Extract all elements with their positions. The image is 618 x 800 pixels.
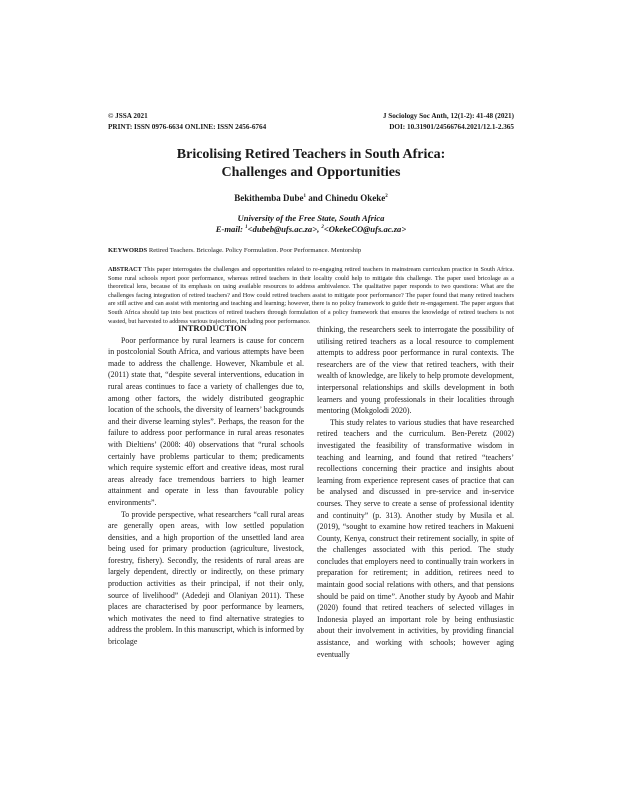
author-1-marker: 1	[303, 194, 306, 199]
affiliation-institution: University of the Free State, South Africa	[237, 213, 385, 223]
body-paragraph: This study relates to various studies that have researched retired teachers and the curriculum. Ben-Peretz (2002) investigated the feasibility of transformative wisdom in teaching and learning, and found that retired “teachers’ recollections concerning their practice and insights about learning from experience represent cases of practice that can be analysed and discussed in pre-service and in-service courses. They serve to create a sense of professional identity and continuity” (p. 313). Another study by Musila et al. (2019), “sought to examine how retired teachers in Makueni County, Kenya, construct their retirement socially, in spite of the challenges associated with this period. The study concludes that employers need to continually train workers in preparation for retirement; in addition, retirees need to maintain good social relations with others, and that pensions should be paid on time”. Another study by Ayoob and Mahir (2020) found that retired teachers of selected villages in Indonesia played an important role by being enthusiastic about their involvement in activities, by providing financial assistance, and working with schools; however aging eventually	[317, 417, 514, 659]
keywords-text: Retired Teachers. Bricolage. Policy Formulation. Poor Performance. Mentorship	[147, 247, 362, 254]
author-1: Bekithemba Dube	[234, 193, 304, 203]
author-list	[108, 193, 514, 203]
section-heading-introduction: INTRODUCTION	[178, 323, 247, 333]
citation-line: J Sociology Soc Anth, 12(1-2): 41-48 (2021)	[382, 112, 514, 120]
email-1-marker: 1	[245, 225, 248, 231]
affiliation-block	[108, 213, 514, 235]
abstract-block	[108, 266, 514, 326]
issn-line: PRINT: ISSN 0976-6634 ONLINE: ISSN 2456-6764	[108, 123, 267, 131]
title-line-1: Bricolising Retired Teachers in South Africa:	[176, 147, 446, 162]
paper-title	[108, 146, 514, 182]
title-line-2: Challenges and Opportunities	[221, 165, 401, 180]
keywords-label: KEYWORDS	[108, 247, 148, 254]
copyright-line: © JSSA 2021	[108, 112, 148, 120]
author-conjunction: and	[305, 193, 325, 203]
journal-header-right	[383, 111, 514, 133]
email-2[interactable]: <OkekeCO@ufs.ac.za>	[323, 224, 407, 234]
body-column-right	[317, 324, 514, 660]
body-paragraph: thinking, the researchers seek to interrogate the possibility of utilising retired teachers as a local resource to complement attempts to address poor performance in rural contexts. The researchers are of the view that retired teachers, with their wealth of knowledge, are likely to help promote development, interpersonal relationships and skills development in both learners and young professionals in their localities through mentoring (Mokgolodi 2020).	[317, 325, 514, 416]
abstract-label: ABSTRACT	[108, 266, 142, 273]
body-column-left	[108, 323, 304, 648]
abstract-text: This paper interrogates the challenges and opportunities related to re-engaging retired teachers in mainstream curriculum practice in South Africa. Some rural schools report poor performance, whereas retired teachers in their locality could help to mitigate this challenge. The paper used bricolage as a theoretical lens, because of its emphasis on using available resources to address ambivalence. The qualitative paper responds to two questions: What are the challenges facing integration of retired teachers? and How could retired teachers assist to mitigate poor performance? The paper found that many retired teachers are still active and can assist with mentoring and teaching and learning; however, there is no policy framework to guide their re-engagement. The paper argues that South Africa should tap into best practices of retired teachers through formulation of a policy framework that ensures the knowledge of retired teachers is not wasted, but harvested to address various trajectories, including poor performance.	[108, 266, 514, 325]
email-1[interactable]: <dubeb@ufs.ac.za>,	[247, 224, 322, 234]
keywords-block	[108, 246, 514, 255]
doi-line: DOI: 10.31901/24566764.2021/12.1-2.365	[389, 123, 514, 131]
email-2-marker: 2	[321, 225, 324, 231]
author-2: Chinedu Okeke	[325, 193, 386, 203]
email-label: E-mail:	[215, 224, 246, 234]
affiliation-emails	[108, 224, 514, 235]
body-paragraph: Poor performance by rural learners is cause for concern in postcolonial South Africa, and various attempts have been made to address the challenge. However, Nkambule et al. (2011) state that, “despite several interventions, education in rural areas continues to face a variety of challenges due to, among other factors, the widely distributed geographic location of the schools, the diversity of learners’ backgrounds and their diverse learning styles”. Perhaps, the reason for the failure to address poor performance in rural areas resonates with Dieltiens’ (2008: 40) observations that “rural schools certainly have problems particular to them; predicaments which require systemic effort and creative ideas, most rural areas already face tremendous barriers to high learner attainment and operate in less than favourable policy environments”.	[108, 335, 304, 507]
journal-header-left	[108, 111, 266, 133]
body-paragraph: To provide perspective, what researchers “call rural areas are generally open areas, with low settled population densities, and a high proportion of the unsettled land area being used for primary production (agriculture, livestock, forestry, fishery). Secondly, the residents of rural areas are largely dependent, directly or indirectly, on these primary production activities as their principal, if not their only, source of livelihood” (Adedeji and Olaniyan 2011). These places are characterised by poor performance by learners, which motivates the need to find alternative strategies to address the problem. In this manuscript, which is informed by bricolage	[108, 509, 304, 647]
author-2-marker: 2	[385, 194, 388, 199]
